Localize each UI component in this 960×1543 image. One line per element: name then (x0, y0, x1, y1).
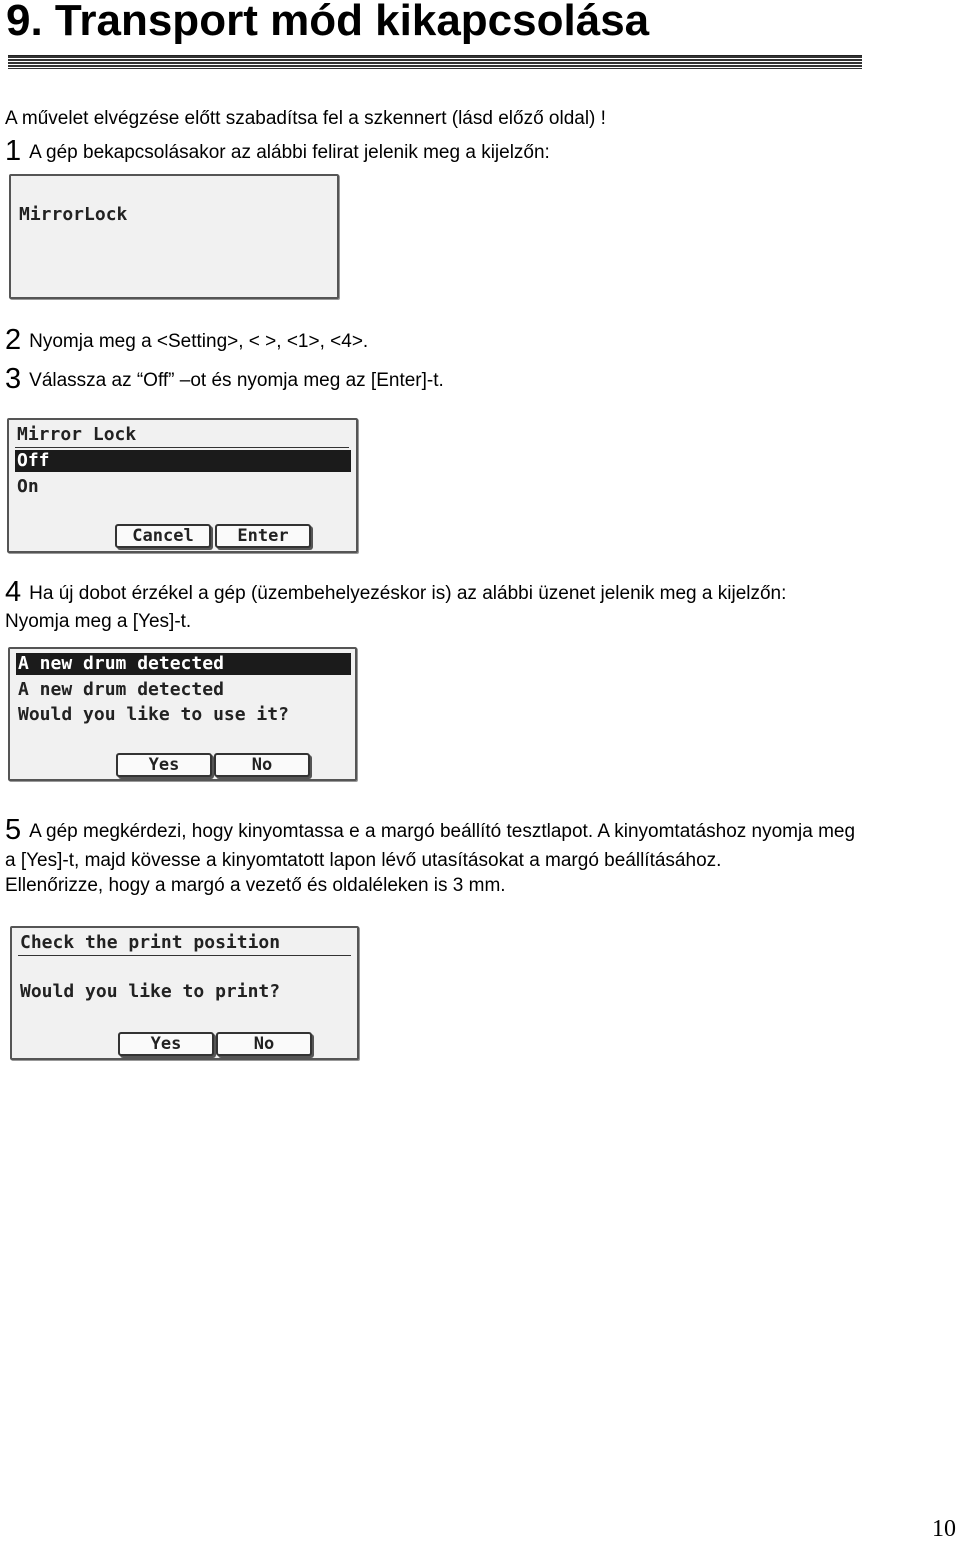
lcd-divider (18, 955, 351, 956)
step-4-continued: Nyomja meg a [Yes]-t. (5, 611, 192, 632)
lcd-screen-new-drum (8, 647, 357, 781)
step-number: 5 (5, 814, 22, 846)
lcd-message-line2: Would you like to use it? (18, 704, 289, 725)
step-4 (5, 576, 787, 608)
title-divider (8, 55, 862, 69)
step-5 (5, 814, 856, 846)
lcd-screen-mirror-lock-menu (7, 418, 358, 553)
step-1 (5, 135, 550, 167)
lcd-divider (15, 447, 349, 448)
lcd-header: A new drum detected (16, 653, 351, 675)
step-2 (5, 324, 369, 356)
lcd-option-off-selected[interactable]: Off (15, 450, 351, 472)
step-3 (5, 363, 444, 395)
no-button[interactable]: No (214, 753, 310, 777)
lcd-screen-print-check (10, 926, 359, 1060)
lcd-title: Check the print position (20, 932, 281, 953)
lcd-menu-title: Mirror Lock (17, 424, 137, 445)
enter-button[interactable]: Enter (215, 524, 311, 548)
no-button[interactable]: No (216, 1032, 312, 1056)
step-number: 1 (5, 135, 22, 167)
step-text: Nyomja meg a <Setting>, < >, <1>, <4>. (29, 331, 369, 352)
lcd-option-on[interactable]: On (17, 476, 39, 497)
lcd-message-line1: A new drum detected (18, 679, 224, 700)
intro-text: A művelet elvégzése előtt szabadítsa fel a szkennert (lásd előző oldal) ! (5, 108, 606, 129)
step-number: 4 (5, 576, 22, 608)
yes-button[interactable]: Yes (118, 1032, 214, 1056)
cancel-button[interactable]: Cancel (115, 524, 211, 548)
page-title: 9. Transport mód kikapcsolása (6, 0, 650, 45)
step-5-continued-1: a [Yes]-t, majd kövesse a kinyomtatott lapon lévő utasításokat a margó beállításához. (5, 850, 722, 871)
step-text: A gép bekapcsolásakor az alábbi felirat jelenik meg a kijelzőn: (29, 142, 550, 163)
step-number: 3 (5, 363, 22, 395)
lcd-question: Would you like to print? (20, 981, 281, 1002)
step-text: Ha új dobot érzékel a gép (üzembehelyezéskor is) az alábbi üzenet jelenik meg a kijelzőn: (29, 583, 787, 604)
step-5-continued-2: Ellenőrizze, hogy a margó a vezető és oldaléleken is 3 mm. (5, 875, 506, 896)
step-text: A gép megkérdezi, hogy kinyomtassa e a margó beállító tesztlapot. A kinyomtatáshoz nyomja meg (29, 821, 856, 842)
page-number: 10 (932, 1516, 956, 1542)
lcd-screen-mirrorlock (9, 174, 339, 299)
step-text: Válassza az “Off” –ot és nyomja meg az [Enter]-t. (29, 370, 444, 391)
step-number: 2 (5, 324, 22, 356)
yes-button[interactable]: Yes (116, 753, 212, 777)
lcd-text: MirrorLock (19, 204, 128, 225)
